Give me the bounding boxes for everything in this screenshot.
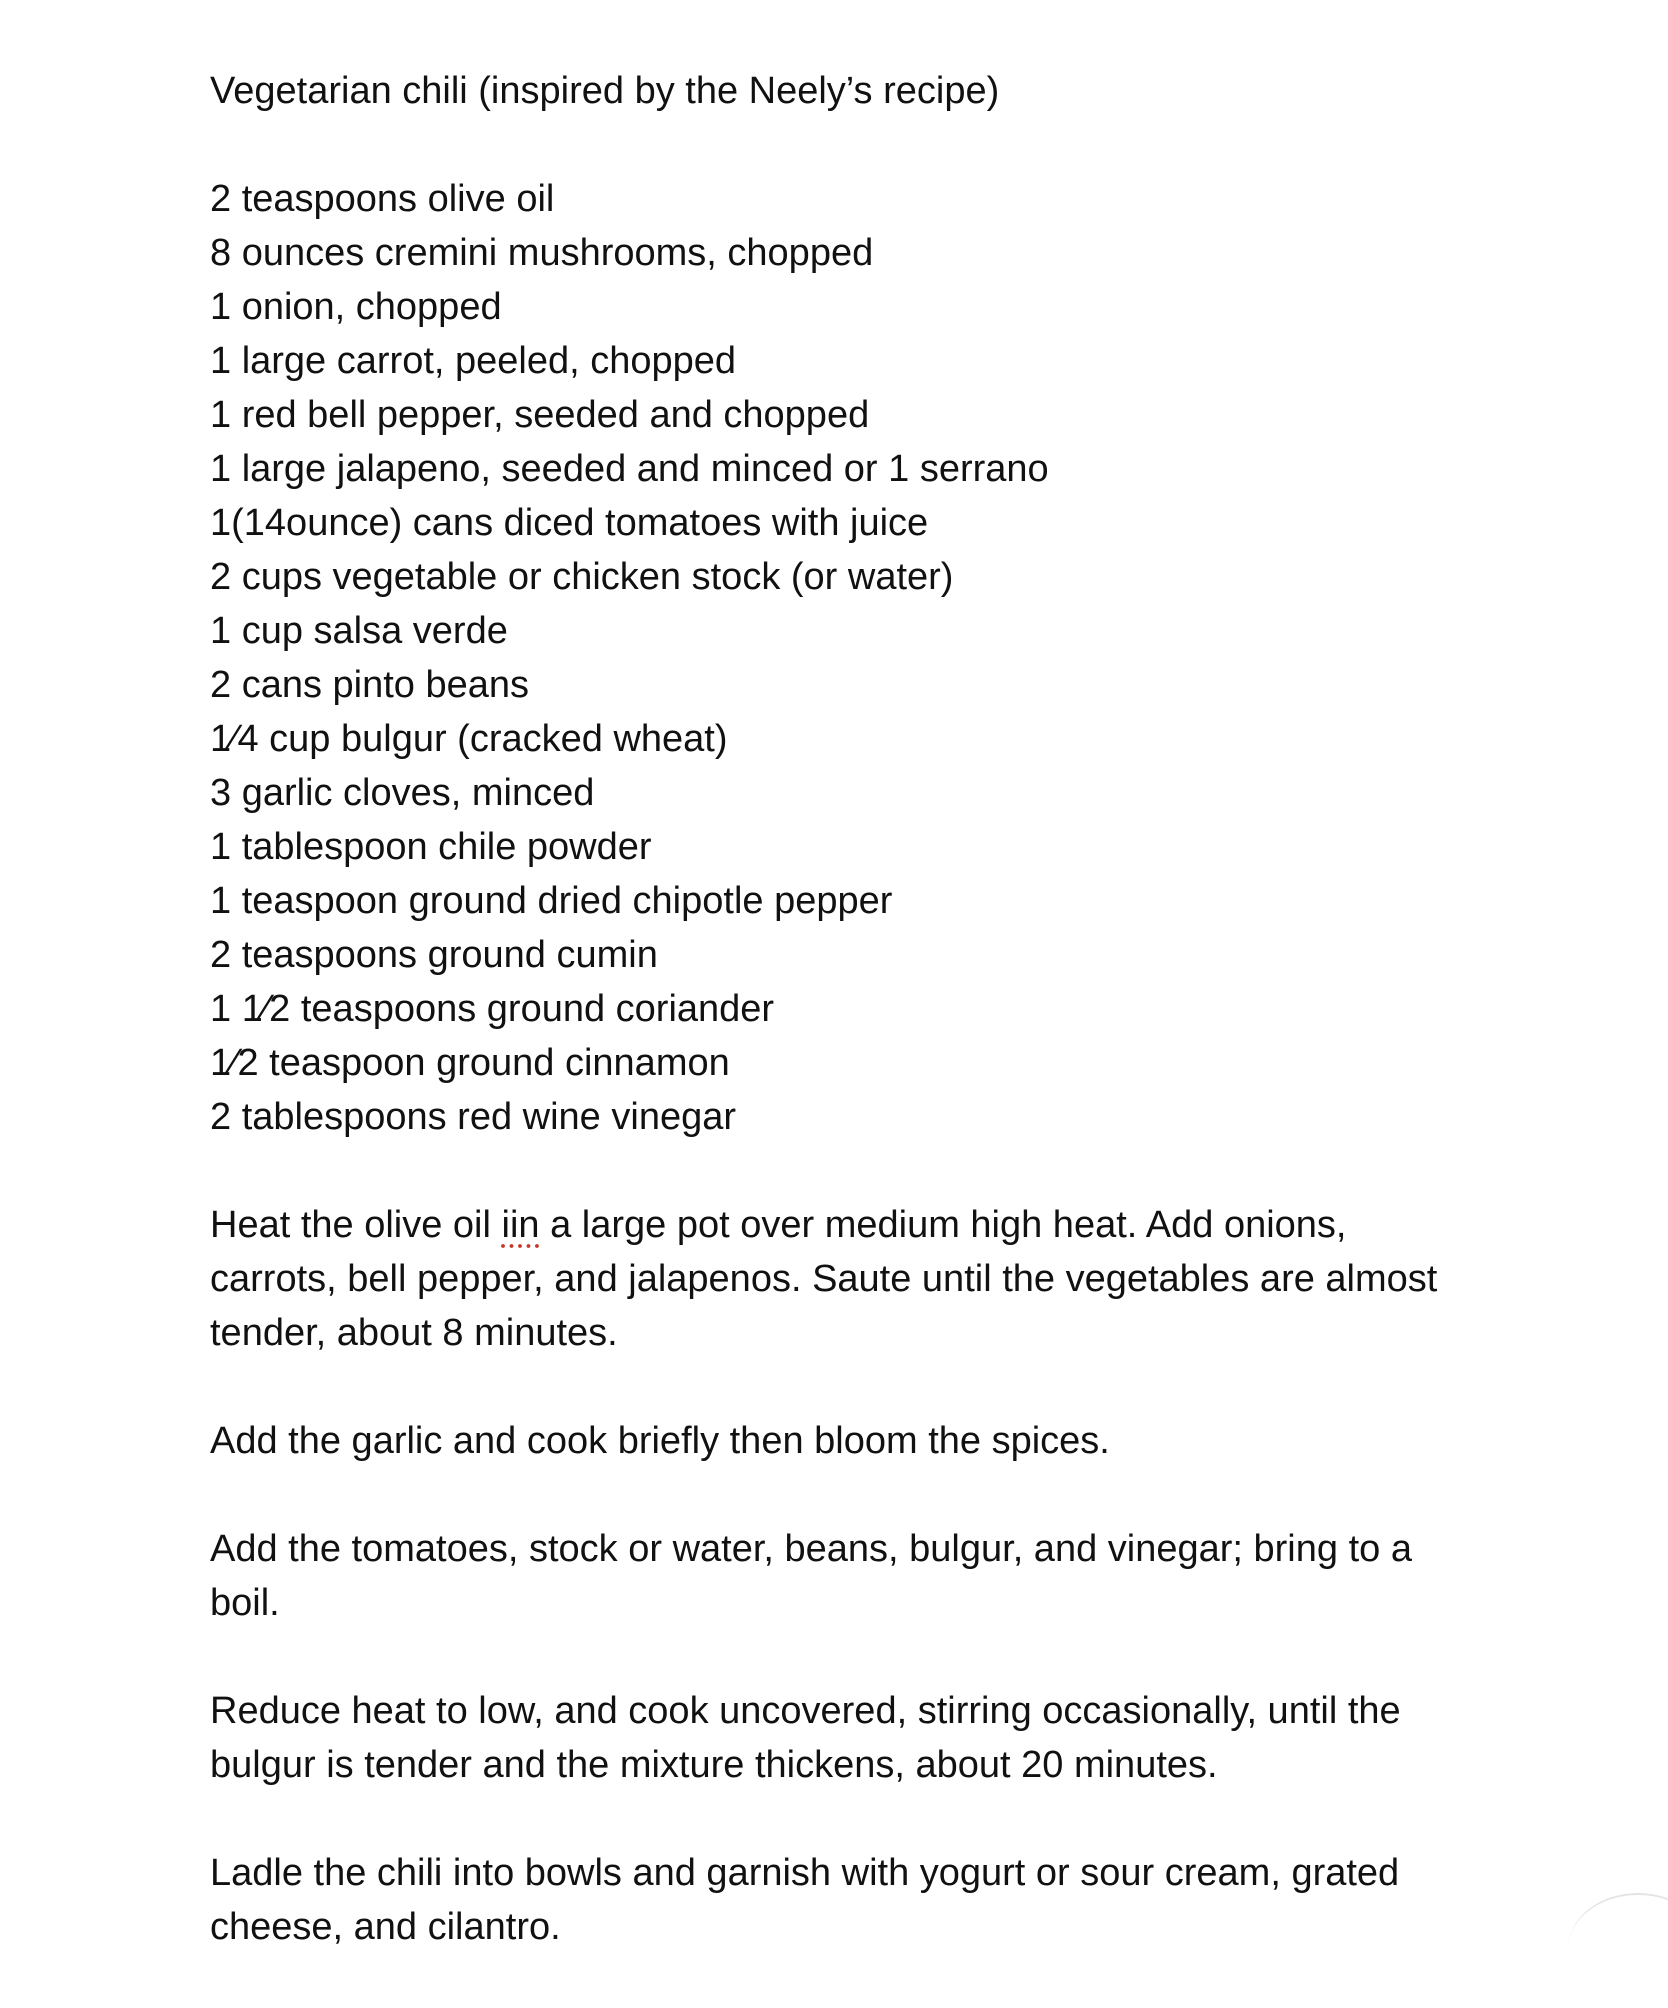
ingredient-item: 1 red bell pepper, seeded and chopped xyxy=(210,394,870,436)
ingredient-item: 1(14ounce) cans diced tomatoes with juice xyxy=(210,502,929,544)
ingredient-item: 1 cup salsa verde xyxy=(210,610,508,652)
ingredient-item: 1 onion, chopped xyxy=(210,286,502,328)
page-corner-curl xyxy=(1568,1893,1668,2005)
step-text: a large pot over medium high heat. Add onions, carrots, bell pepper, and jalapenos. Saute until the vegetables are almost tender, about 8 minutes. xyxy=(210,1204,1438,1354)
ingredient-item: 8 ounces cremini mushrooms, chopped xyxy=(210,232,874,274)
instructions xyxy=(210,1198,1510,1954)
ingredient-list xyxy=(210,172,1510,1144)
ingredient-item: 1 1⁄2 teaspoons ground coriander xyxy=(210,988,775,1030)
misspelled-word[interactable]: iin xyxy=(501,1204,540,1246)
instruction-step: Reduce heat to low, and cook uncovered, stirring occasionally, until the bulgur is tender and the mixture thickens, about 20 minutes. xyxy=(210,1690,1401,1786)
ingredient-item: 1 teaspoon ground dried chipotle pepper xyxy=(210,880,893,922)
ingredient-item: 1 large carrot, peeled, chopped xyxy=(210,340,737,382)
ingredient-item: 2 tablespoons red wine vinegar xyxy=(210,1096,737,1138)
step-text: Heat the olive oil xyxy=(210,1204,502,1246)
ingredient-item: 1 large jalapeno, seeded and minced or 1 serrano xyxy=(210,448,1049,490)
ingredient-item: 1 tablespoon chile powder xyxy=(210,826,652,868)
instruction-step: Ladle the chili into bowls and garnish with yogurt or sour cream, grated cheese, and cilantro. xyxy=(210,1852,1400,1948)
recipe-title: Vegetarian chili (inspired by the Neely’s recipe) xyxy=(210,70,1000,112)
ingredient-item: 2 teaspoons ground cumin xyxy=(210,934,658,976)
ingredient-item: 2 cups vegetable or chicken stock (or water) xyxy=(210,556,954,598)
instruction-step: Add the garlic and cook briefly then bloom the spices. xyxy=(210,1420,1110,1462)
ingredient-item: 1⁄4 cup bulgur (cracked wheat) xyxy=(210,718,728,760)
ingredient-item: 2 cans pinto beans xyxy=(210,664,530,706)
ingredient-item: 1⁄2 teaspoon ground cinnamon xyxy=(210,1042,730,1084)
document-page xyxy=(210,64,1510,2008)
ingredient-item: 3 garlic cloves, minced xyxy=(210,772,595,814)
instruction-step: Add the tomatoes, stock or water, beans, bulgur, and vinegar; bring to a boil. xyxy=(210,1528,1412,1624)
instruction-step xyxy=(210,1198,1455,1360)
ingredient-item: 2 teaspoons olive oil xyxy=(210,178,555,220)
